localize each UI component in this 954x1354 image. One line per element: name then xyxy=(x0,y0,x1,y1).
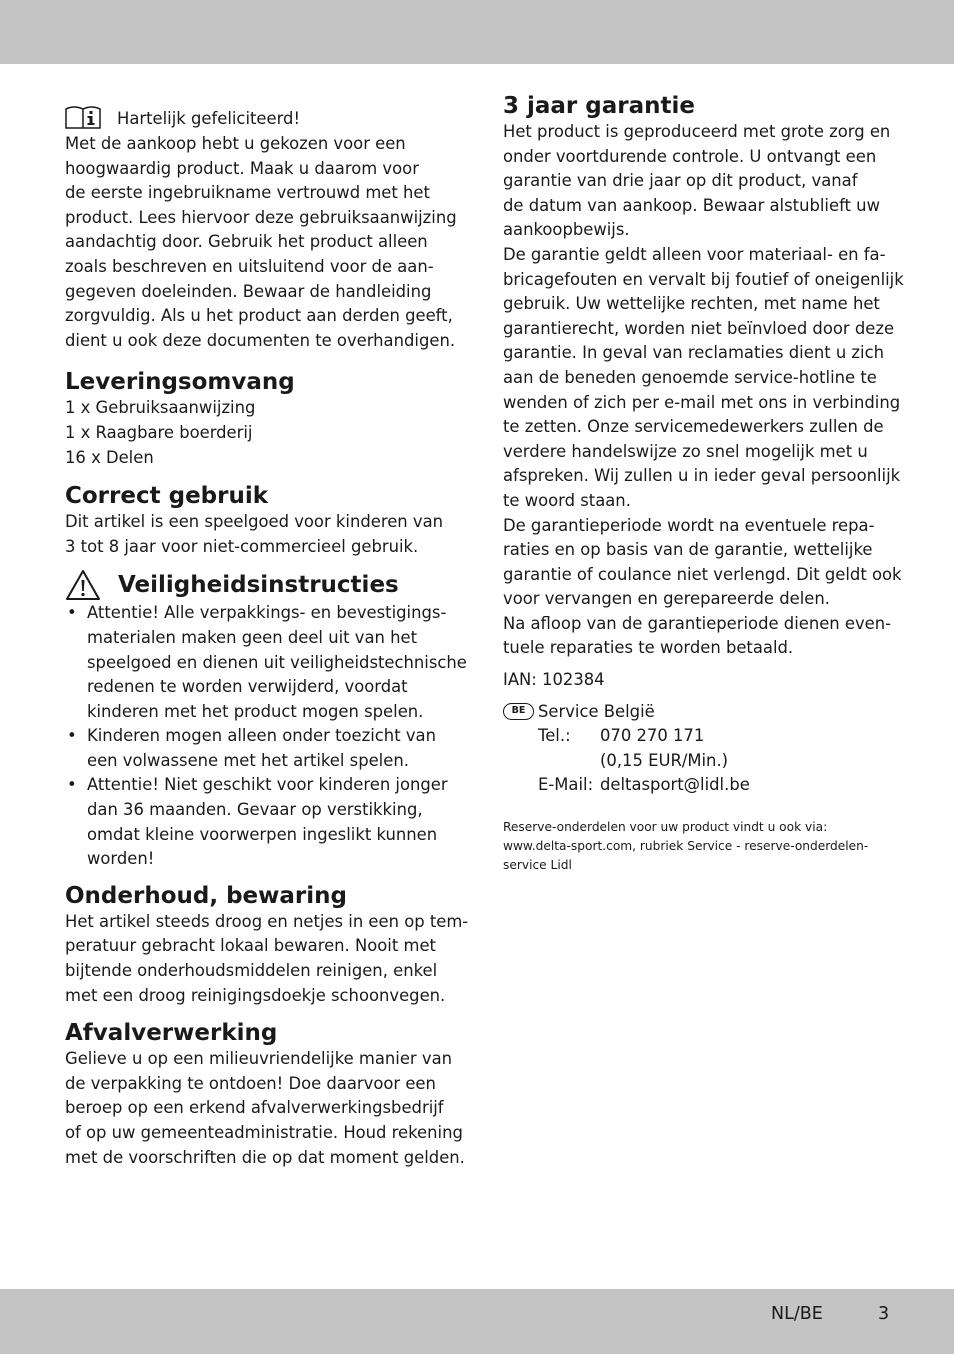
list-item: 1 x Gebruiksaanwijzing xyxy=(65,398,256,418)
phone-label: Tel.: xyxy=(538,726,571,746)
text-line: Het product is geproduceerd met grote zorg en xyxy=(503,122,891,141)
text-line: voor vervangen en gerepareerde delen. xyxy=(503,589,830,609)
safety-heading: Veiligheidsinstructies xyxy=(118,572,399,599)
text-line: gegeven doeleinden. Bewaar de handleiding xyxy=(65,281,432,301)
warranty-heading: 3 jaar garantie xyxy=(503,93,695,119)
text-line: garantierecht, worden niet beïnvloed door deze xyxy=(503,318,895,338)
care-heading: Onderhoud, bewaring xyxy=(65,882,347,909)
text-line: Attentie! Alle verpakkings- en bevestigings- xyxy=(87,603,447,623)
service-title-row xyxy=(503,700,895,725)
list-item xyxy=(65,724,450,773)
text-line: of op uw gemeenteadministratie. Houd rekening xyxy=(65,1123,463,1142)
bullet: • xyxy=(67,726,77,746)
service-phone-row xyxy=(538,724,895,749)
spacer xyxy=(538,749,600,774)
scope-heading: Leveringsomvang xyxy=(65,369,295,396)
text-line: dient u ook deze documenten te overhandigen. xyxy=(65,330,456,350)
disposal-body xyxy=(65,1047,465,1170)
email-value: deltasport@lidl.be xyxy=(600,775,750,795)
text-line: garantie. In geval van reclamaties dient u zich xyxy=(503,343,884,363)
service-block xyxy=(503,700,895,798)
list-item xyxy=(65,601,467,724)
service-contacts xyxy=(538,724,895,798)
info-icon xyxy=(65,105,101,129)
care-body xyxy=(65,910,469,1008)
header-band xyxy=(0,0,954,64)
text-line: onder voortdurende controle. U ontvangt een xyxy=(503,146,877,166)
text-line: te woord staan. xyxy=(503,490,631,510)
text-line: garantie van drie jaar op dit product, vanaf xyxy=(503,171,858,191)
text-line: met de voorschriften die op dat moment gelden. xyxy=(65,1147,465,1167)
left-column xyxy=(65,96,469,1170)
text-line: afspreken. Wij zullen u in ieder geval persoonlijk xyxy=(503,466,901,486)
right-column xyxy=(503,92,904,875)
email-label: E-Mail: xyxy=(538,775,594,795)
text-line: Gelieve u op een milieuvriendelijke manier van xyxy=(65,1049,453,1069)
text-line: zoals beschreven en uitsluitend voor de aan- xyxy=(65,256,434,276)
warning-triangle-icon xyxy=(65,569,101,601)
country-badge-be: BE xyxy=(503,703,534,720)
text-line: raties en op basis van de garantie, wettelijke xyxy=(503,540,873,560)
text-line: materialen maken geen deel uit van het xyxy=(87,627,418,647)
list-item: 16 x Delen xyxy=(65,447,154,467)
text-line: tuele reparaties te worden betaald. xyxy=(503,638,794,658)
bullet: • xyxy=(67,775,77,795)
use-body xyxy=(65,510,450,559)
intro-title: Hartelijk gefeliciteerd! xyxy=(117,109,301,129)
page-number: 3 xyxy=(878,1304,890,1324)
disposal-heading: Afvalverwerking xyxy=(65,1020,278,1047)
text-line: de eerste ingebruikname vertrouwd met het xyxy=(65,183,430,203)
text-line: zorgvuldig. Als u het product aan derden geeft, xyxy=(65,306,453,326)
text-line: redenen te worden verwijderd, voordat xyxy=(87,677,408,697)
text-line: 3 tot 8 jaar voor niet-commercieel gebruik. xyxy=(65,536,419,556)
text-line: service Lidl xyxy=(503,858,572,873)
service-mail-row xyxy=(538,773,895,798)
spare-parts-note xyxy=(503,818,895,875)
text-line: Het artikel steeds droog en netjes in een op tem- xyxy=(65,911,469,931)
text-line: garantie of coulance niet verlengd. Dit geldt ook xyxy=(503,564,902,584)
phone-fee: (0,15 EUR/Min.) xyxy=(600,750,729,770)
text-line: aankoopbewijs. xyxy=(503,220,630,240)
intro-heading xyxy=(65,96,450,132)
text-line: De garantie geldt alleen voor materiaal- en fa- xyxy=(503,244,886,264)
list-item: 1 x Raagbare boerderij xyxy=(65,422,253,442)
text-line: de datum van aankoop. Bewaar alstublieft uw xyxy=(503,195,880,215)
text-line: gebruik. Uw wettelijke rechten, met name het xyxy=(503,294,880,314)
text-line: De garantieperiode wordt na eventuele repa- xyxy=(503,515,875,535)
ian-number: IAN: 102384 xyxy=(503,670,605,690)
service-title: Service België xyxy=(538,701,655,721)
text-line: bijtende onderhoudsmiddelen reinigen, enkel xyxy=(65,961,438,981)
intro-body xyxy=(65,132,457,353)
text-line: Attentie! Niet geschikt voor kinderen jonger xyxy=(87,775,448,795)
text-line: Dit artikel is een speelgoed voor kinderen van xyxy=(65,512,444,532)
text-line: verdere handelswijze zo snel mogelijk met u xyxy=(503,441,868,461)
text-line: te zetten. Onze servicemedewerkers zullen de xyxy=(503,417,884,437)
text-line: omdat kleine voorwerpen ingeslikt kunnen xyxy=(87,824,438,844)
text-line: Reserve-onderdelen voor uw product vindt u ook via: xyxy=(503,820,828,835)
text-line: www.delta-sport.com, rubriek Service - reserve-onderdelen- xyxy=(503,839,869,854)
list-item xyxy=(65,773,450,871)
text-line: de verpakking te ontdoen! Doe daarvoor een xyxy=(65,1073,436,1093)
text-line: dan 36 maanden. Gevaar op verstikking, xyxy=(87,800,423,820)
text-line: speelgoed en dienen uit veiligheidstechnische xyxy=(87,652,467,672)
text-line: hoogwaardig product. Maak u daarom voor xyxy=(65,158,419,178)
text-line: peratuur gebracht lokaal bewaren. Nooit met xyxy=(65,936,436,956)
text-line: een volwassene met het artikel spelen. xyxy=(87,750,409,770)
text-line: kinderen met het product mogen spelen. xyxy=(87,701,424,721)
text-line: aan de beneden genoemde service-hotline te xyxy=(503,367,877,387)
text-line: bricagefouten en vervalt bij foutief of oneigenlijk xyxy=(503,269,904,289)
text-line: worden! xyxy=(87,849,155,869)
text-line: Na afloop van de garantieperiode dienen even- xyxy=(503,613,892,633)
footer-language: NL/BE xyxy=(771,1304,823,1324)
phone-value: 070 270 171 xyxy=(600,726,705,746)
scope-list xyxy=(65,396,450,470)
safety-list xyxy=(65,601,467,872)
text-line: Kinderen mogen alleen onder toezicht van xyxy=(87,726,436,746)
service-fee-row xyxy=(538,749,895,774)
text-line: product. Lees hiervoor deze gebruiksaanwijzing xyxy=(65,207,457,227)
text-line: met een droog reinigingsdoekje schoonvegen. xyxy=(65,985,446,1005)
text-line: beroep op een erkend afvalverwerkingsbedrijf xyxy=(65,1098,444,1118)
text-line: wenden of zich per e-mail met ons in verbinding xyxy=(503,392,901,412)
text-line: Met de aankoop hebt u gekozen voor een xyxy=(65,134,406,153)
safety-heading-row xyxy=(65,569,450,601)
bullet: • xyxy=(67,603,77,623)
text-line: aandachtig door. Gebruik het product alleen xyxy=(65,232,428,252)
use-heading: Correct gebruik xyxy=(65,483,269,510)
warranty-body xyxy=(503,120,904,661)
